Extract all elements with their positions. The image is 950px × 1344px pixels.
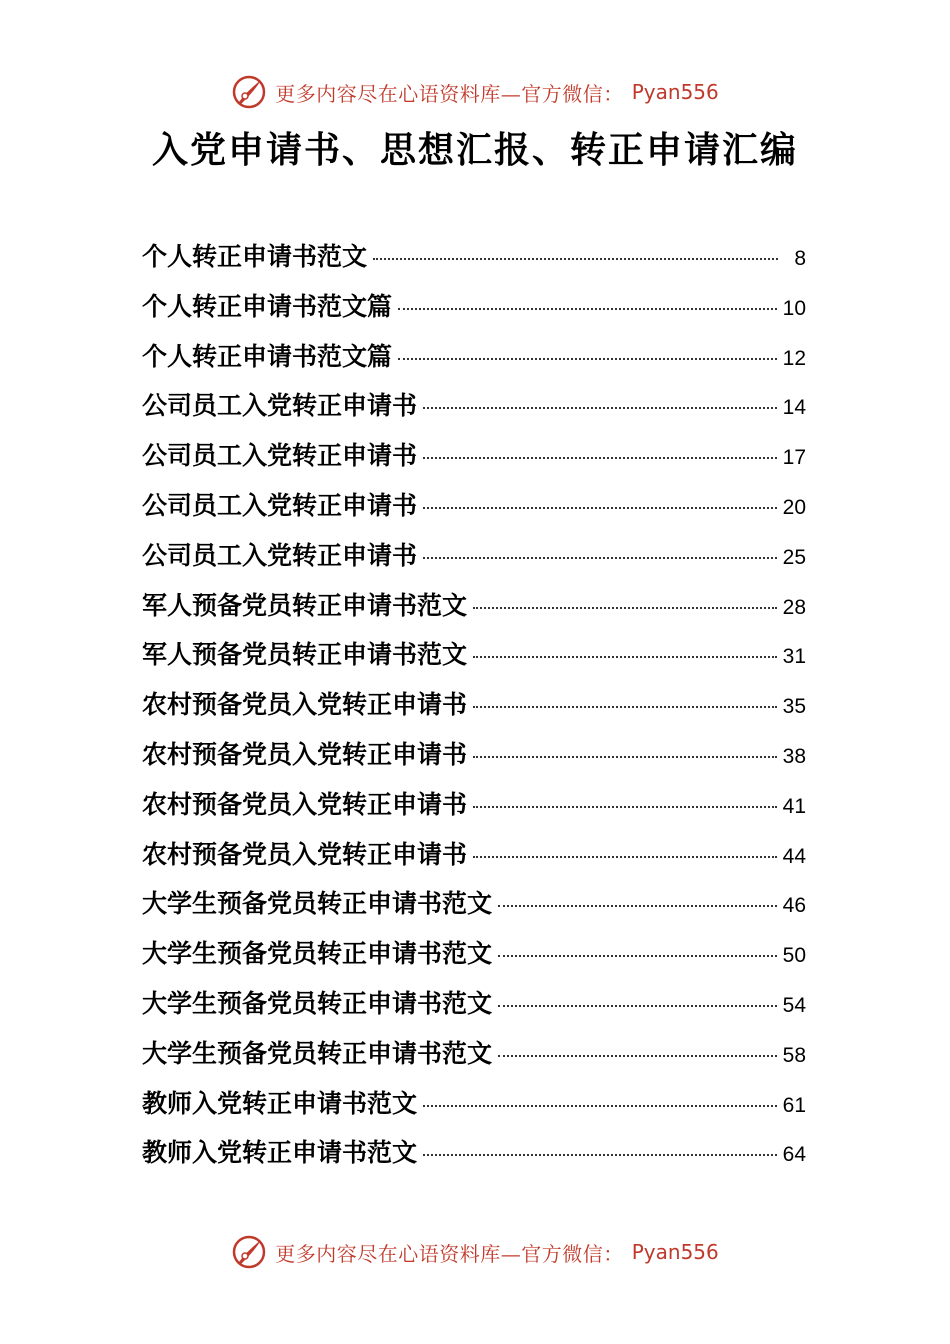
toc-dot-leader [473, 706, 777, 708]
toc-entry[interactable] [142, 929, 806, 979]
toc-entry[interactable] [142, 780, 806, 830]
toc-entry[interactable] [142, 481, 806, 531]
toc-entry-label: 农村预备党员入党转正申请书 [142, 739, 468, 769]
toc-entry-label: 军人预备党员转正申请书范文 [142, 640, 468, 670]
toc-entry-label: 教师入党转正申请书范文 [142, 1088, 418, 1118]
toc-dot-leader [423, 1154, 777, 1156]
toc-entry-label: 大学生预备党员转正申请书范文 [142, 988, 493, 1018]
toc-entry-label: 公司员工入党转正申请书 [142, 490, 418, 520]
toc-entry-label: 农村预备党员入党转正申请书 [142, 839, 468, 869]
toc-entry-page-number: 12 [782, 346, 806, 370]
toc-entry-page-number: 17 [782, 446, 806, 470]
toc-entry-page-number: 41 [782, 794, 806, 818]
document-title: 入党申请书、思想汇报、转正申请汇编 [151, 129, 798, 171]
toc-entry-page-number: 58 [782, 1043, 806, 1067]
toc-dot-leader [498, 1005, 777, 1007]
toc-entry-page-number: 35 [782, 695, 806, 719]
toc-dot-leader [473, 756, 777, 758]
banner-text: 更多内容尽在心语资料库—官方微信： [275, 81, 624, 106]
toc-dot-leader [498, 905, 777, 907]
toc-entry[interactable] [142, 979, 806, 1029]
toc-dot-leader [473, 607, 777, 609]
toc-entry-page-number: 64 [782, 1143, 806, 1167]
toc-entry[interactable] [142, 730, 806, 780]
toc-dot-leader [398, 358, 777, 360]
toc-dot-leader [423, 557, 777, 559]
table-of-contents [142, 232, 806, 1178]
toc-entry-label: 个人转正申请书范文篇 [142, 291, 393, 321]
toc-entry-page-number: 10 [782, 296, 806, 320]
toc-entry-label: 大学生预备党员转正申请书范文 [142, 1038, 493, 1068]
toc-entry-label: 农村预备党员入党转正申请书 [142, 690, 468, 720]
toc-entry[interactable] [142, 581, 806, 631]
toc-entry-page-number: 54 [782, 993, 806, 1017]
toc-entry-label: 个人转正申请书范文篇 [142, 341, 393, 371]
toc-dot-leader [473, 856, 777, 858]
toc-dot-leader [473, 806, 777, 808]
toc-entry[interactable] [142, 381, 806, 431]
toc-entry[interactable] [142, 1128, 806, 1178]
toc-entry-page-number: 50 [782, 944, 806, 968]
toc-entry-page-number: 25 [782, 545, 806, 569]
banner-text: 更多内容尽在心语资料库—官方微信： [275, 1241, 624, 1266]
toc-entry-label: 个人转正申请书范文 [142, 242, 368, 271]
toc-entry-label: 大学生预备党员转正申请书范文 [142, 939, 493, 969]
toc-entry[interactable] [142, 630, 806, 680]
toc-entry[interactable] [142, 431, 806, 481]
toc-entry-page-number: 46 [782, 894, 806, 918]
toc-entry[interactable] [142, 1079, 806, 1129]
toc-entry[interactable] [142, 1029, 806, 1079]
quill-seal-icon [231, 1234, 267, 1270]
toc-entry-label: 教师入党转正申请书范文 [142, 1138, 418, 1168]
banner-wechat-id: Pyan556 [631, 80, 719, 104]
toc-entry-page-number: 31 [782, 645, 806, 669]
header-banner [0, 72, 950, 112]
toc-entry-page-number: 28 [782, 595, 806, 619]
toc-dot-leader [498, 955, 777, 957]
toc-entry[interactable] [142, 879, 806, 929]
toc-entry[interactable] [142, 282, 806, 332]
toc-dot-leader [473, 656, 777, 658]
toc-entry-page-number: 61 [782, 1093, 806, 1117]
toc-entry-page-number: 44 [782, 844, 806, 868]
toc-entry-label: 大学生预备党员转正申请书范文 [142, 889, 493, 919]
toc-dot-leader [398, 308, 777, 310]
banner-wechat-id: Pyan556 [631, 1240, 719, 1264]
toc-dot-leader [423, 507, 777, 509]
toc-entry-label: 公司员工入党转正申请书 [142, 540, 418, 570]
toc-dot-leader [498, 1055, 777, 1057]
toc-entry[interactable] [142, 332, 806, 382]
toc-dot-leader [373, 258, 778, 260]
toc-entry-page-number: 38 [782, 744, 806, 768]
toc-dot-leader [423, 407, 777, 409]
footer-banner [0, 1232, 950, 1272]
toc-entry-label: 公司员工入党转正申请书 [142, 391, 418, 421]
toc-entry[interactable] [142, 531, 806, 581]
quill-seal-icon [231, 74, 267, 110]
toc-entry[interactable] [142, 232, 806, 282]
toc-entry-label: 军人预备党员转正申请书范文 [142, 590, 468, 620]
toc-entry[interactable] [142, 680, 806, 730]
toc-entry-label: 公司员工入党转正申请书 [142, 441, 418, 471]
toc-entry-page-number: 20 [782, 495, 806, 519]
toc-entry-label: 农村预备党员入党转正申请书 [142, 789, 468, 819]
toc-entry[interactable] [142, 830, 806, 880]
toc-entry-page-number: 8 [794, 247, 806, 270]
toc-dot-leader [423, 457, 777, 459]
toc-entry-page-number: 14 [782, 396, 806, 420]
toc-dot-leader [423, 1105, 777, 1107]
